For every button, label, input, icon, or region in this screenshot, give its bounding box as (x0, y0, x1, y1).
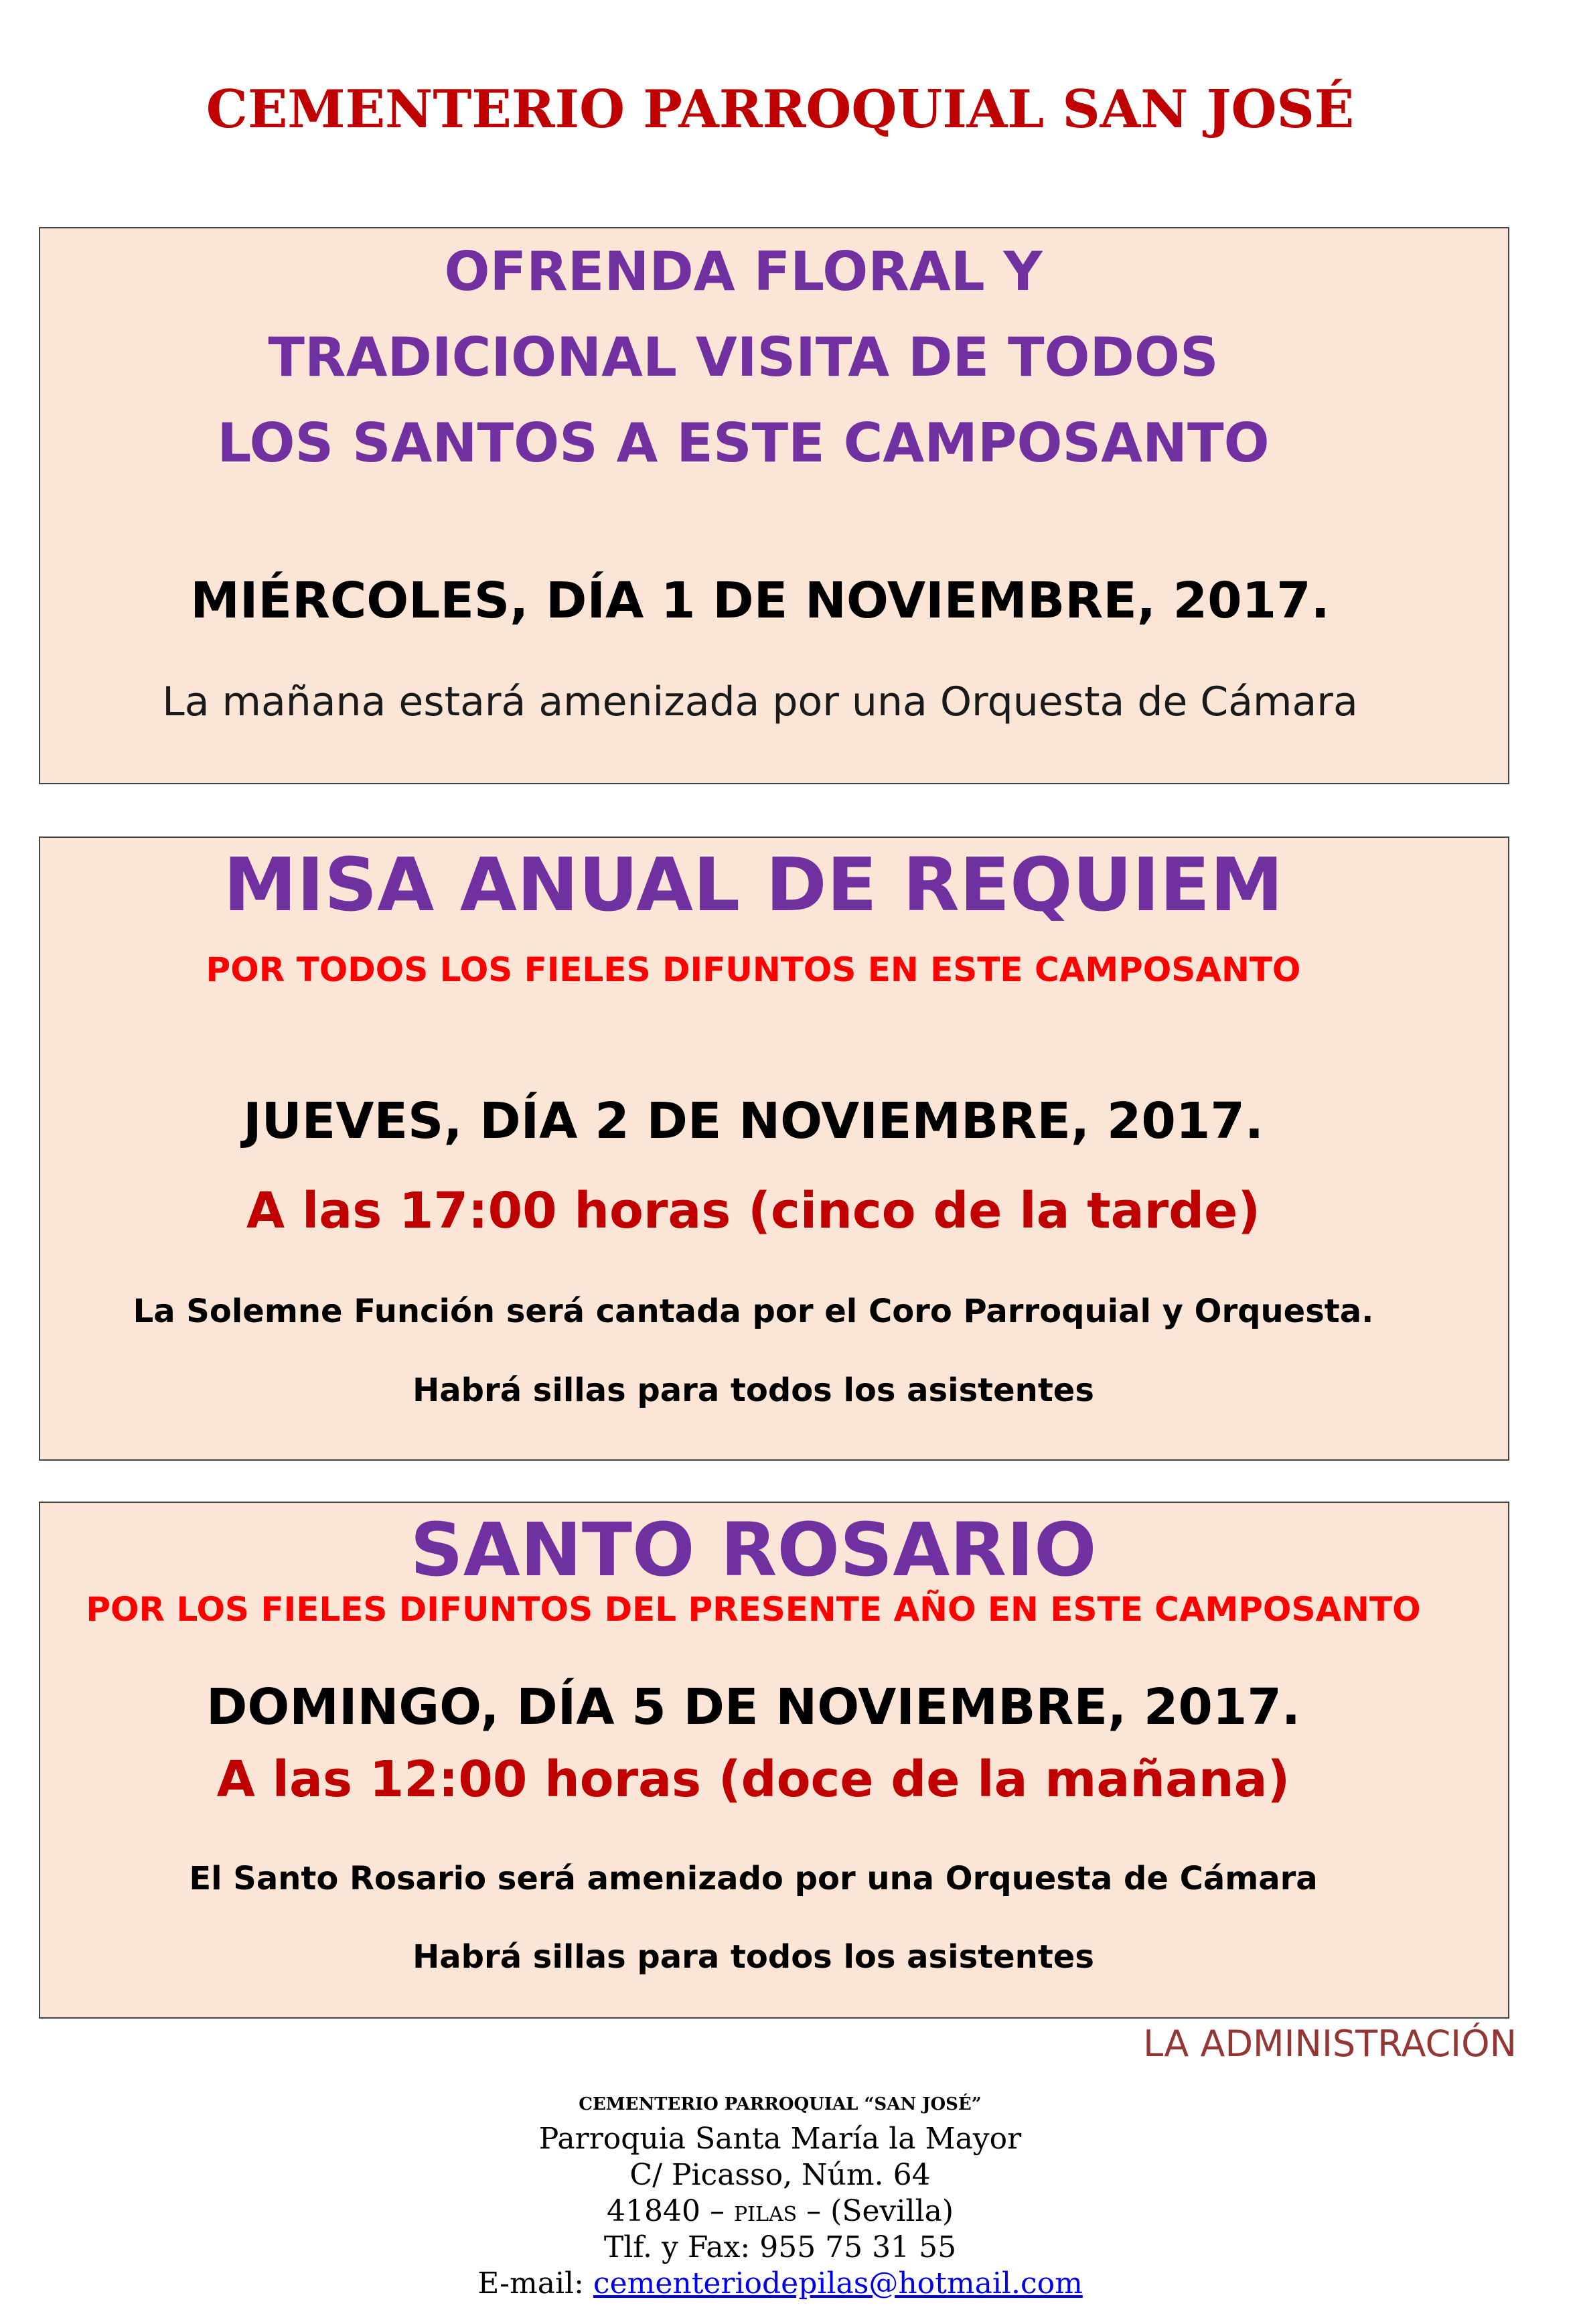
rosario-date: DOMINGO, DÍA 5 DE NOVIEMBRE, 2017. (206, 1678, 1301, 1736)
footer-postcode: 41840 – (607, 2194, 725, 2228)
misa-subtitle: POR TODOS LOS FIELES DIFUNTOS EN ESTE CAMPOSANTO (206, 950, 1301, 989)
footer-email-line (0, 2266, 1560, 2301)
footer-town: PILAS (733, 2203, 798, 2226)
misa-title: MISA ANUAL DE REQUIEM (223, 842, 1284, 928)
footer-address: C/ Picasso, Núm. 64 (629, 2158, 931, 2192)
misa-note-choir: La Solemne Función será cantada por el Coro Parroquial y Orquesta. (133, 1293, 1374, 1330)
misa-note-chairs: Habrá sillas para todos los asistentes (412, 1372, 1094, 1409)
ofrenda-title-line-2: TRADICIONAL VISITA DE TODOS (268, 326, 1219, 388)
footer-city (0, 2194, 1560, 2228)
rosario-note-chairs: Habrá sillas para todos los asistentes (412, 1938, 1094, 1976)
misa-section (39, 837, 1509, 1461)
footer-email-label: E-mail: (477, 2266, 584, 2301)
ofrenda-description: La mañana estará amenizada por una Orquesta de Cámara (162, 678, 1358, 725)
ofrenda-date: MIÉRCOLES, DÍA 1 DE NOVIEMBRE, 2017. (190, 572, 1330, 630)
footer-email-link[interactable]: cementeriodepilas@hotmail.com (593, 2266, 1083, 2301)
footer-phone: Tlf. y Fax: 955 75 31 55 (603, 2230, 957, 2264)
rosario-title: SANTO ROSARIO (410, 1507, 1097, 1593)
ofrenda-section (39, 227, 1509, 784)
footer-parish: Parroquia Santa María la Mayor (538, 2122, 1022, 2156)
rosario-time: A las 12:00 horas (doce de la mañana) (216, 1751, 1290, 1808)
misa-date: JUEVES, DÍA 2 DE NOVIEMBRE, 2017. (243, 1092, 1264, 1150)
signature: LA ADMINISTRACIÓN (1143, 2023, 1517, 2065)
page-title: CEMENTERIO PARROQUIAL SAN JOSÉ (206, 79, 1355, 140)
rosario-note-orchestra: El Santo Rosario será amenizado por una Orquesta de Cámara (189, 1860, 1318, 1897)
ofrenda-title-line-3: LOS SANTOS A ESTE CAMPOSANTO (217, 412, 1270, 474)
footer-title: CEMENTERIO PARROQUIAL “SAN JOSÉ” (579, 2094, 982, 2114)
ofrenda-title-line-1: OFRENDA FLORAL Y (444, 240, 1043, 303)
footer-province: – (Sevilla) (806, 2194, 954, 2228)
rosario-section (39, 1502, 1509, 2019)
rosario-subtitle: POR LOS FIELES DIFUNTOS DEL PRESENTE AÑO EN ESTE CAMPOSANTO (86, 1590, 1421, 1629)
misa-time: A las 17:00 horas (cinco de la tarde) (246, 1182, 1261, 1240)
